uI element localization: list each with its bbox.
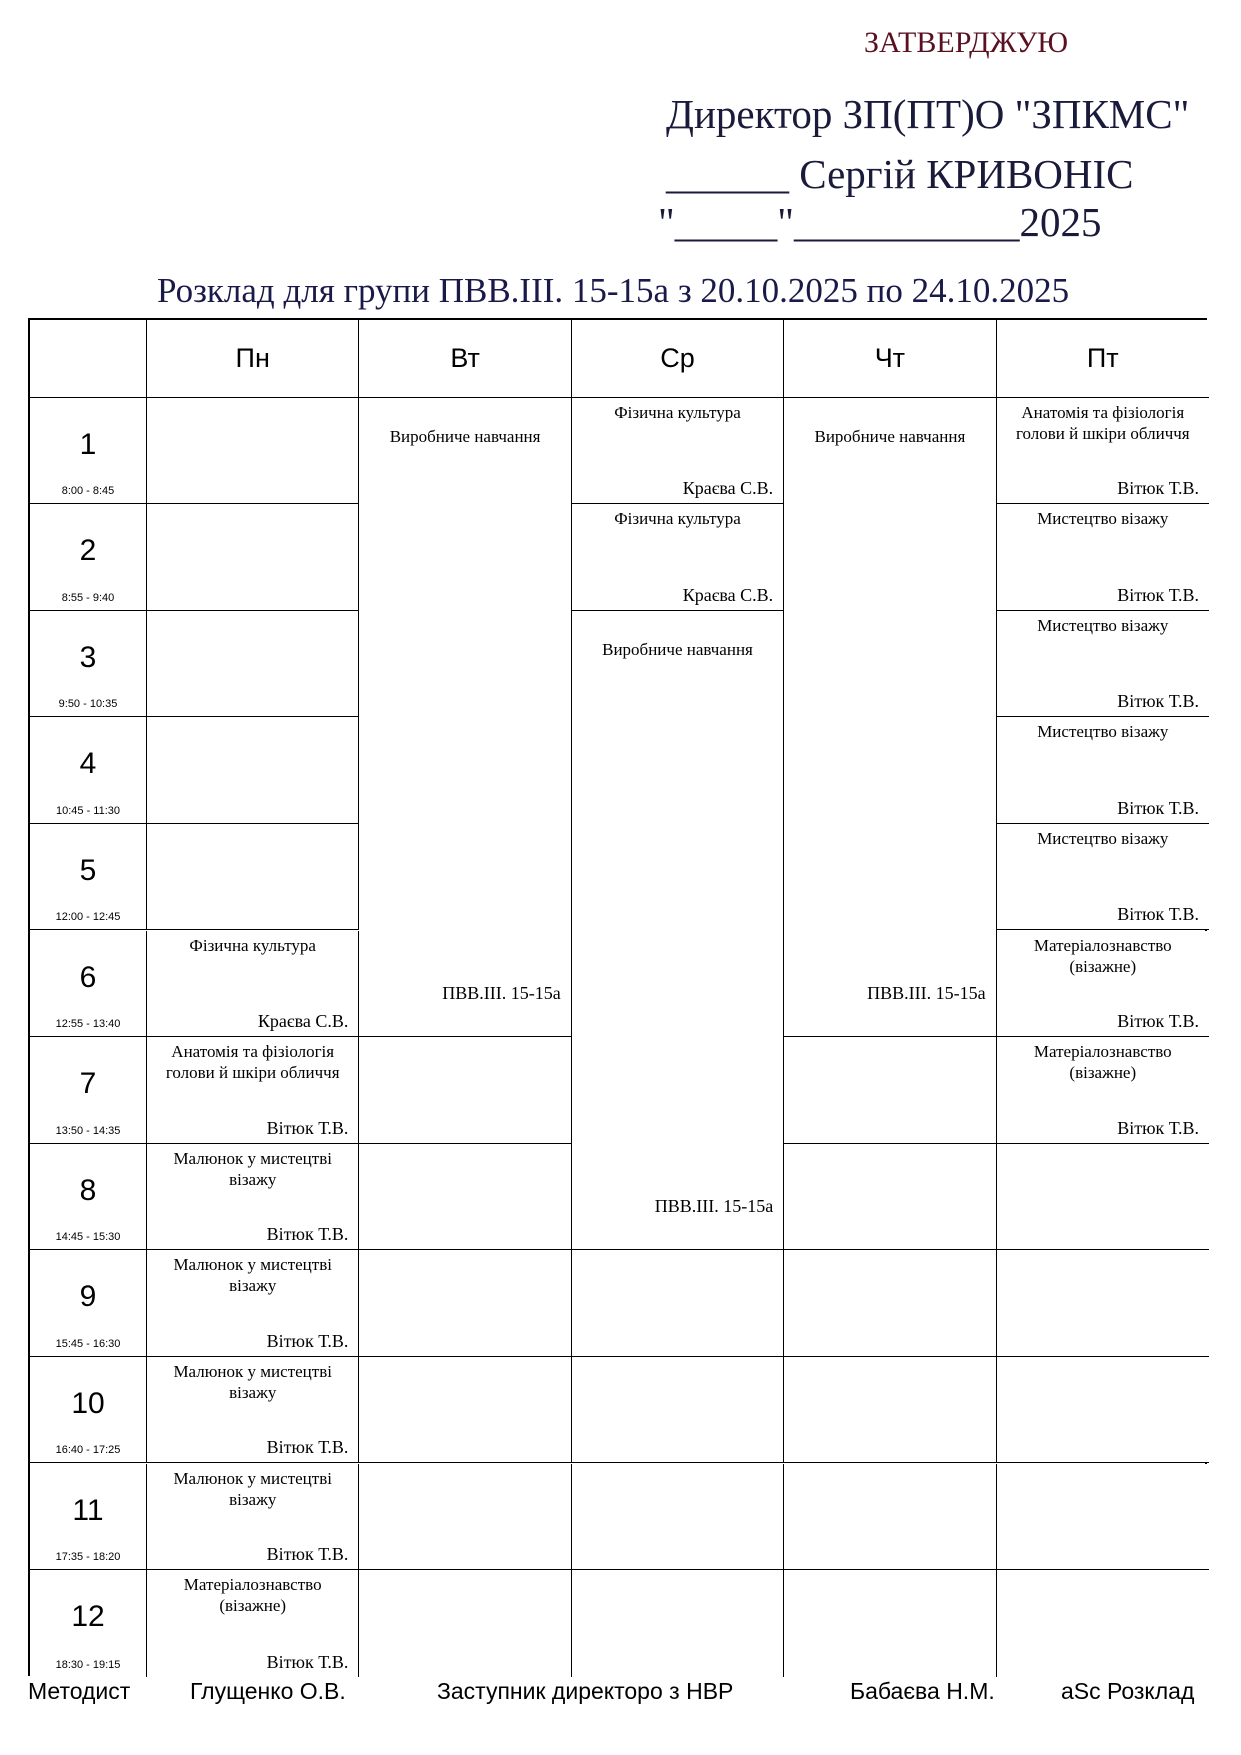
lesson-teacher: Вітюк Т.В. <box>266 1224 349 1245</box>
period-number: 1 <box>79 427 97 461</box>
period-time: 8:00 - 8:45 <box>61 485 115 498</box>
empty-cell <box>572 1464 784 1571</box>
lesson-subject: Фізична культура <box>189 935 316 955</box>
lesson-subject: Матеріалознавство (візажне) <box>1033 935 1172 976</box>
period-number: 11 <box>72 1493 104 1527</box>
period-number: 3 <box>79 640 97 674</box>
lesson-subject: Малюнок у мистецтві візажу <box>173 1148 332 1189</box>
lesson-teacher: Вітюк Т.В. <box>266 1544 349 1565</box>
day-header: Пн <box>147 320 359 398</box>
empty-cell <box>572 1570 784 1677</box>
lesson-subject: Мистецтво візажу <box>1037 509 1169 529</box>
empty-cell <box>997 1464 1209 1571</box>
lesson-cell <box>147 1464 359 1571</box>
timetable-grid <box>28 318 1207 1676</box>
lesson-cell <box>997 398 1209 505</box>
lesson-cell <box>147 1357 359 1464</box>
lesson-cell <box>572 504 784 611</box>
lesson-cell <box>997 931 1209 1038</box>
lesson-teacher: Вітюк Т.В. <box>1117 1117 1199 1138</box>
period-label <box>30 1037 147 1144</box>
lesson-subject: Виробниче навчання <box>814 426 966 446</box>
empty-cell <box>147 398 359 505</box>
lesson-teacher: Вітюк Т.В. <box>1117 691 1199 712</box>
period-time: 10:45 - 11:30 <box>55 804 120 817</box>
lesson-teacher: Вітюк Т.В. <box>266 1651 349 1672</box>
software-credit: aSc Розклад <box>1061 1678 1195 1704</box>
signature-line: ______ Сергій КРИВОНІС <box>666 151 1134 197</box>
empty-cell <box>784 1357 996 1464</box>
empty-cell <box>784 1144 996 1251</box>
lesson-subject: Виробниче навчання <box>389 426 541 446</box>
empty-cell <box>997 1357 1209 1464</box>
period-time: 9:50 - 10:35 <box>58 698 118 711</box>
empty-cell <box>784 1250 996 1357</box>
period-time: 8:55 - 9:40 <box>61 591 115 604</box>
period-number: 4 <box>79 747 97 781</box>
lesson-subject: Матеріалознавство (візажне) <box>183 1575 322 1616</box>
period-time: 13:50 - 14:35 <box>55 1124 121 1137</box>
date-line: "_____"___________2025 <box>658 199 1102 245</box>
period-time: 12:55 - 13:40 <box>55 1018 121 1031</box>
director-line: Директор ЗП(ПТ)О "ЗПКМС" <box>666 91 1190 137</box>
period-number: 8 <box>79 1173 97 1207</box>
lesson-cell <box>359 398 571 1038</box>
lesson-teacher: Вітюк Т.В. <box>266 1117 349 1138</box>
lesson-cell <box>997 504 1209 611</box>
empty-cell <box>784 1570 996 1677</box>
lesson-cell <box>147 1037 359 1144</box>
lesson-group: ПВВ.ІІІ. 15-15а <box>442 982 561 1003</box>
empty-cell <box>359 1570 571 1677</box>
period-number: 2 <box>79 534 97 568</box>
lesson-cell <box>997 1037 1209 1144</box>
empty-cell <box>147 717 359 824</box>
page-title: Розклад для групи ПВВ.ІІІ. 15-15а з 20.10.2025 по 24.10.2025 <box>157 271 1070 310</box>
period-label <box>30 1464 147 1571</box>
empty-cell <box>359 1144 571 1251</box>
lesson-cell <box>572 611 784 1251</box>
lesson-subject: Малюнок у мистецтві візажу <box>173 1468 332 1509</box>
lesson-teacher: Вітюк Т.В. <box>1117 797 1199 818</box>
lesson-teacher: Вітюк Т.В. <box>1117 1011 1199 1032</box>
period-label <box>30 1570 147 1677</box>
period-time: 15:45 - 16:30 <box>55 1337 121 1350</box>
lesson-cell <box>572 398 784 505</box>
lesson-cell <box>784 398 996 1038</box>
period-label <box>30 931 147 1038</box>
empty-cell <box>997 1570 1209 1677</box>
period-number: 9 <box>79 1280 97 1314</box>
period-number: 6 <box>79 960 97 994</box>
period-time: 14:45 - 15:30 <box>55 1231 121 1244</box>
period-time: 16:40 - 17:25 <box>55 1444 121 1457</box>
deputy-name: Бабаєва Н.М. <box>850 1678 995 1704</box>
lesson-subject: Малюнок у мистецтві візажу <box>173 1255 332 1296</box>
lesson-teacher: Вітюк Т.В. <box>266 1330 349 1351</box>
lesson-subject: Фізична культура <box>614 402 741 422</box>
empty-cell <box>997 1144 1209 1251</box>
lesson-subject: Мистецтво візажу <box>1037 722 1169 742</box>
day-header: Вт <box>359 320 571 398</box>
lesson-cell <box>147 1570 359 1677</box>
lesson-cell <box>147 1144 359 1251</box>
approval-stamp: ЗАТВЕРДЖУЮ <box>864 26 1069 59</box>
lesson-group: ПВВ.ІІІ. 15-15а <box>654 1195 774 1216</box>
lesson-subject: Анатомія та фізіологія голови й шкіри обличчя <box>165 1042 340 1083</box>
day-header: Чт <box>784 320 996 398</box>
lesson-subject: Мистецтво візажу <box>1037 828 1169 848</box>
lesson-subject: Виробниче навчання <box>602 639 753 659</box>
methodist-label: Методист <box>28 1678 131 1704</box>
lesson-teacher: Вітюк Т.В. <box>1117 478 1199 499</box>
empty-cell <box>359 1357 571 1464</box>
period-label <box>30 1357 147 1464</box>
empty-cell <box>784 1464 996 1571</box>
period-number: 10 <box>71 1386 105 1420</box>
period-number: 12 <box>71 1600 105 1634</box>
lesson-subject: Анатомія та фізіологія голови й шкіри обличчя <box>1015 402 1190 443</box>
empty-cell <box>359 1250 571 1357</box>
lesson-teacher: Вітюк Т.В. <box>1117 584 1199 605</box>
lesson-teacher: Краєва С.В. <box>257 1011 349 1032</box>
empty-cell <box>147 611 359 718</box>
period-label <box>30 611 147 718</box>
day-header: Пт <box>997 320 1209 398</box>
period-label <box>30 398 147 505</box>
lesson-cell <box>997 824 1209 931</box>
period-label <box>30 1250 147 1357</box>
period-label <box>30 824 147 931</box>
period-label <box>30 717 147 824</box>
lesson-cell <box>147 1250 359 1357</box>
empty-cell <box>572 1357 784 1464</box>
corner-cell <box>30 320 147 398</box>
empty-cell <box>572 1250 784 1357</box>
empty-cell <box>997 1250 1209 1357</box>
period-number: 7 <box>79 1067 97 1101</box>
lesson-teacher: Краєва С.В. <box>682 584 774 605</box>
period-time: 18:30 - 19:15 <box>55 1658 121 1671</box>
lesson-subject: Мистецтво візажу <box>1037 615 1169 635</box>
period-time: 17:35 - 18:20 <box>55 1551 121 1564</box>
deputy-label: Заступник директоро з НВР <box>437 1678 734 1704</box>
empty-cell <box>147 824 359 931</box>
methodist-name: Глущенко О.В. <box>190 1678 346 1704</box>
period-label <box>30 504 147 611</box>
empty-cell <box>359 1037 571 1144</box>
day-header: Ср <box>572 320 784 398</box>
empty-cell <box>359 1464 571 1571</box>
lesson-subject: Матеріалознавство (візажне) <box>1033 1042 1172 1083</box>
lesson-cell <box>147 931 359 1038</box>
period-label <box>30 1144 147 1251</box>
lesson-teacher: Вітюк Т.В. <box>266 1437 349 1458</box>
lesson-cell <box>997 611 1209 718</box>
lesson-group: ПВВ.ІІІ. 15-15а <box>867 982 986 1003</box>
lesson-subject: Фізична культура <box>614 509 741 529</box>
period-time: 12:00 - 12:45 <box>55 911 121 924</box>
empty-cell <box>784 1037 996 1144</box>
lesson-subject: Малюнок у мистецтві візажу <box>173 1361 332 1402</box>
lesson-teacher: Краєва С.В. <box>682 478 774 499</box>
lesson-teacher: Вітюк Т.В. <box>1117 904 1199 925</box>
period-number: 5 <box>79 853 97 887</box>
empty-cell <box>147 504 359 611</box>
lesson-cell <box>997 717 1209 824</box>
